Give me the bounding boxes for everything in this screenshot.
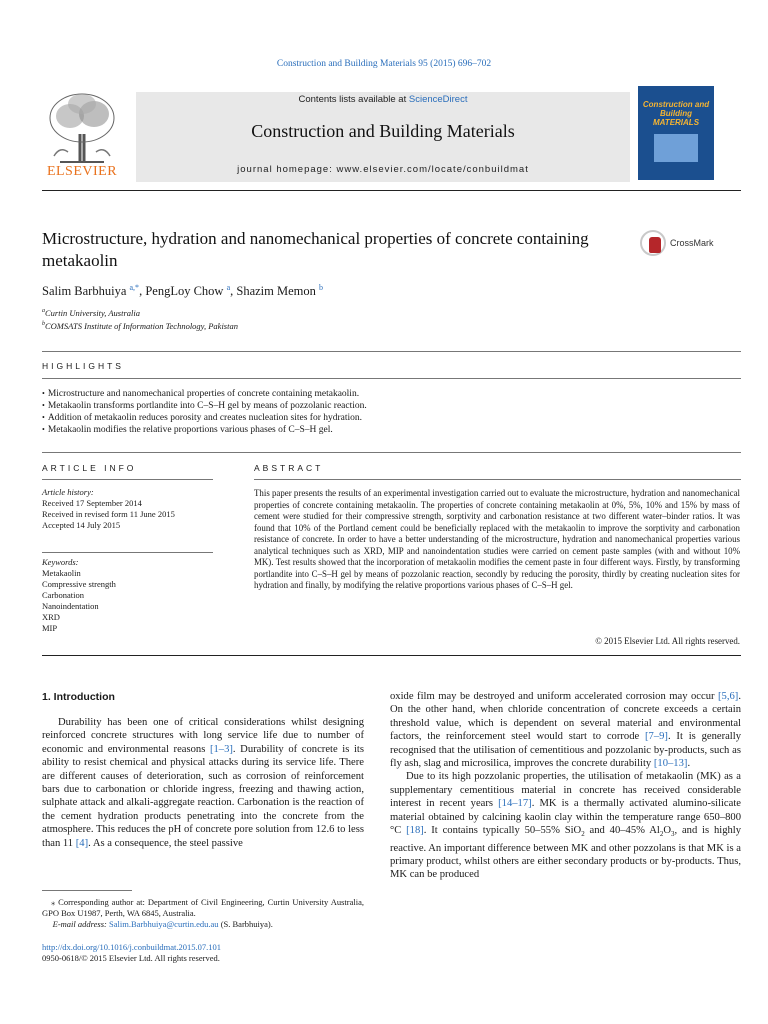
reference-link[interactable]: [10–13] bbox=[653, 758, 688, 770]
elsevier-logo bbox=[40, 88, 124, 182]
keyword: XRD bbox=[42, 612, 60, 622]
author-affil-mark[interactable]: a bbox=[226, 283, 231, 292]
cover-image bbox=[654, 134, 698, 162]
article-title: Microstructure, hydration and nanomechanical properties of concrete containing metakaolin bbox=[42, 229, 589, 270]
issn-line: 0950-0618/© 2015 Elsevier Ltd. All rights reserved. bbox=[42, 953, 220, 963]
highlights-rule bbox=[42, 378, 741, 379]
intro-left-column bbox=[42, 716, 364, 850]
journal-homepage[interactable]: journal homepage: www.elsevier.com/locate/conbuildmat bbox=[237, 164, 529, 175]
keyword: Metakaolin bbox=[42, 568, 81, 578]
journal-banner bbox=[136, 92, 630, 182]
reference-link[interactable]: [5,6] bbox=[718, 691, 739, 702]
author-name[interactable]: Shazim Memon bbox=[236, 284, 316, 299]
keyword: MIP bbox=[42, 623, 58, 633]
author-name[interactable]: PengLoy Chow bbox=[145, 284, 224, 299]
body-paragraph: Due to its high pozzolanic properties, the utilisation of metakaolin (MK) as a supplementary cementitious material in concrete has received considerable interest in recent years [14–17]. MK is a thermally activated alumino-silicate material obtained by calcining kaolin clay within the temperature range 650–800 °C [18]. It contains typically 50–55% SiO$_2$ and 40–45% $Al_2O_3$, and is highly reactive. An important difference between MK and other pozzolans is that MK is a primary product, whilst others are either secondary products or by-products. Thus, MK can be produced bbox=[390, 771, 742, 881]
section-heading: 1. Introduction bbox=[42, 691, 115, 703]
abstract-text: This paper presents the results of an experimental investigation carried out to evaluate the microstructure, hydration and nanomechanical properties of concrete containing metakaolin. The properties of concrete containing metakaolin at 0%, 5%, 10% and 15% by mass of cement were studied for their compressive strength, sorptivity and carbonation resistance at two different water–binder ratios. It was found that 10% of the Portland cement could be beneficially replaced with the metakaolin to improve the sorptivity and carbonation resistance of concrete. In order to have a better understanding of the microstructure, hydration and nanomechanical properties various analytical techniques such as XRD, MIP and nanoindentation studies were carried on cement paste samples (with and without 10% MK). Test results showed that the incorporation of metakaolin modifies the cement paste in four different ways. Firstly, by transforming portlandite into C–S–H gel by means of pozzolanic reaction, secondly by reducing the porosity, thirdly by creating nucleation sites for hydration and finally, by modifying the relative proportions various phases of C–S–H gel. bbox=[254, 488, 740, 590]
affiliations bbox=[42, 306, 238, 332]
crossmark-icon bbox=[640, 230, 666, 256]
affiliation: $^b$COMSATS Institute of Information Technology, Pakistan bbox=[42, 320, 238, 331]
intro-right-column bbox=[390, 690, 741, 882]
keyword: Compressive strength bbox=[42, 579, 116, 589]
header-rule bbox=[42, 190, 741, 191]
doi-block bbox=[42, 942, 221, 964]
email-line: E-mail address: Salim.Barbhuiya@curtin.edu.au (S. Barbhuiya). bbox=[52, 919, 273, 929]
sciencedirect-link[interactable]: ScienceDirect bbox=[408, 94, 468, 105]
keyword: Carbonation bbox=[42, 590, 85, 600]
cover-title: Construction and Building MATERIALS bbox=[642, 100, 710, 127]
doi-link[interactable]: http://dx.doi.org/10.1016/j.conbuildmat.2015.07.101 bbox=[42, 942, 222, 952]
highlights-list bbox=[42, 388, 742, 436]
keywords-rule bbox=[42, 552, 213, 553]
history-item: Received 17 September 2014 bbox=[42, 498, 142, 508]
highlights-rule-top bbox=[42, 351, 741, 352]
highlight-item: • Metakaolin modifies the relative proportions various phases of C–S–H gel. bbox=[42, 424, 742, 436]
article-info-rule bbox=[42, 479, 213, 480]
article-history bbox=[42, 487, 175, 531]
body-paragraph: Durability has been one of critical considerations whilst designing reinforced concrete structures with long service life due to number of economic and environmental reasons [1–3]. Durability of concrete is its ability to resist chemical and physical attacks during its service life. There are different causes of deterioration, such as corrosion of reinforcement bars due to carbonation or chloride ingress, freezing and thawing action, sulphate attack and alkali-aggregate reaction. Carbonation is the reaction of the cement hydration products penetrating into the concrete from the atmosphere. This reduces the pH of concrete pore solution from 12.6 to less than 11 [4]. As a consequence, the steel passive bbox=[42, 717, 365, 849]
publisher-name: ELSEVIER bbox=[46, 164, 118, 179]
highlight-item: • Metakaolin transforms portlandite into C–S–H gel by means of pozzolanic reaction. bbox=[42, 400, 742, 412]
reference-link[interactable]: [4] bbox=[75, 837, 89, 849]
abstract-copyright: © 2015 Elsevier Ltd. All rights reserved. bbox=[595, 636, 740, 646]
email-link[interactable]: Salim.Barbhuiya@curtin.edu.au bbox=[108, 919, 219, 929]
journal-cover bbox=[638, 86, 714, 180]
info-rule-top bbox=[42, 452, 741, 453]
keyword: Nanoindentation bbox=[42, 601, 99, 611]
crossmark-label: CrossMark bbox=[670, 238, 714, 248]
journal-citation[interactable]: Construction and Building Materials 95 (2015) 696–702 bbox=[276, 59, 492, 69]
abstract-rule bbox=[254, 479, 741, 480]
affiliation: $^a$Curtin University, Australia bbox=[42, 307, 141, 318]
author-affil-mark[interactable]: a,* bbox=[129, 283, 140, 292]
contents-line bbox=[136, 94, 630, 105]
body-paragraph: oxide film may be destroyed and uniform accelerated corrosion may occur [5,6]. On the other hand, when chloride concentration of concrete exceeds a certain threshold value, which is dependent on several material and environmental factors, the reinforcement steel would start to corrode [7–9]. It is generally recognised that the utilisation of cementitious and pozzolanic by-products, such as fly ash, slag and microsilica, improves the concrete durability [10–13]. bbox=[390, 691, 741, 770]
reference-link[interactable]: [14–17] bbox=[498, 798, 532, 810]
elsevier-tree-icon bbox=[40, 88, 124, 166]
contents-prefix: Contents lists available at bbox=[298, 94, 409, 105]
history-item: Accepted 14 July 2015 bbox=[42, 520, 121, 530]
reference-link[interactable]: [7–9] bbox=[645, 731, 668, 743]
crossmark-badge[interactable] bbox=[640, 230, 740, 258]
abstract-heading: ABSTRACT bbox=[254, 463, 324, 473]
highlight-item: • Addition of metakaolin reduces porosity and creates nucleation sites for hydration. bbox=[42, 412, 742, 424]
corresponding-author: ⁎ Corresponding author at: Department of Civil Engineering, Curtin University Australia, GPO Box U1987, Perth, WA 6845, Australia. bbox=[42, 897, 365, 918]
history-label: Article history: bbox=[42, 487, 94, 497]
footnote-rule bbox=[42, 890, 132, 891]
history-item: Received in revised form 11 June 2015 bbox=[42, 509, 175, 519]
reference-link[interactable]: [1–3] bbox=[209, 743, 233, 755]
highlights-heading: HIGHLIGHTS bbox=[42, 361, 124, 371]
article-info-heading: ARTICLE INFO bbox=[42, 463, 137, 473]
abstract-bottom-rule bbox=[42, 655, 741, 656]
keywords-label: Keywords: bbox=[42, 557, 79, 567]
highlight-item: • Microstructure and nanomechanical properties of concrete containing metakaolin. bbox=[42, 388, 742, 400]
keywords bbox=[42, 557, 116, 634]
journal-title: Construction and Building Materials bbox=[251, 121, 515, 141]
author-list: Salim Barbhuiya $^{a,*}$, PengLoy Chow $^a$, Shazim Memon $^b$ bbox=[42, 283, 324, 299]
corresponding-author-note bbox=[42, 897, 364, 930]
author-affil-mark[interactable]: b bbox=[319, 283, 324, 292]
reference-link[interactable]: [18] bbox=[406, 825, 424, 837]
author-name[interactable]: Salim Barbhuiya bbox=[42, 284, 127, 299]
